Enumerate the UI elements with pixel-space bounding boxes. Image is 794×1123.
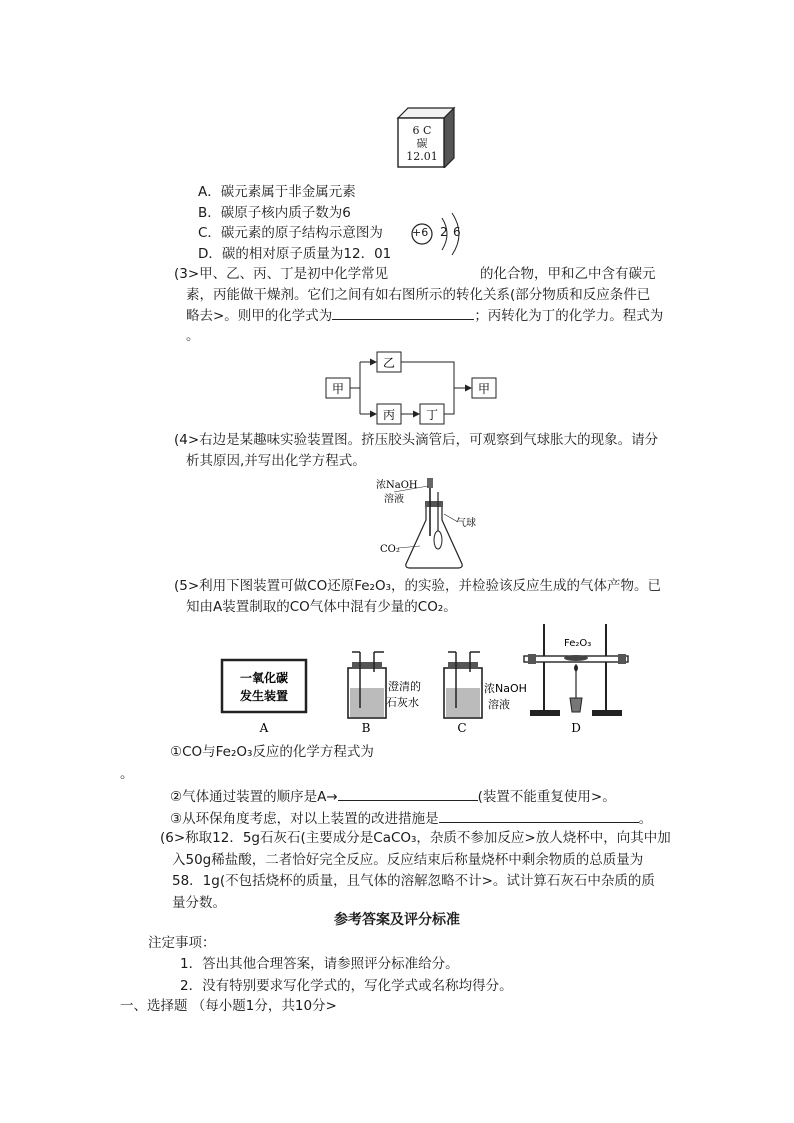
section-1-heading: 一、选择题 （每小题1分，共10分> <box>120 998 337 1014</box>
flask-naoh-label-1: 浓NaOH <box>376 480 418 491</box>
flow-node-jia-end: 甲 <box>477 382 491 396</box>
flask-co2-label: CO₂ <box>380 544 400 555</box>
note-1: 1．答出其他合理答案，请参照评分标准给分。 <box>180 956 459 972</box>
q5-line2: 知由A装置制取的CO气体中混有少量的CO₂。 <box>186 599 457 615</box>
option-a: A．碳元素属于非金属元素 <box>198 184 356 200</box>
q5-sub1: ①CO与Fe₂O₃反应的化学方程式为 <box>170 744 374 760</box>
q3-line3: 略去>。则甲的化学式为 ；丙转化为丁的化学力。程式为 <box>186 305 663 326</box>
flask-naoh-label-2: 溶液 <box>384 494 404 505</box>
apparatus-b-text-1: 澄清的 <box>388 680 421 693</box>
apparatus-a-text-1: 一氧化碳 <box>239 671 289 685</box>
answer-blank-order[interactable] <box>338 786 478 801</box>
q5-sub3: ③从环保角度考虑，对以上装置的改进措施是 。 <box>170 808 652 829</box>
apparatus-b-text-2: 石灰水 <box>386 696 419 709</box>
option-d: D．碳的相对原子质量为12．01 <box>198 246 392 262</box>
q5-sub1-end: 。 <box>120 766 134 782</box>
atom-shell-2: 6 <box>453 225 461 239</box>
q6-line4: 量分数。 <box>172 895 226 911</box>
q4-line2: 析其原因,并写出化学方程式。 <box>186 453 366 469</box>
q5-line1: (5>利用下图装置可做CO还原Fe₂O₃，的实验，并检验该反应生成的气体产物。已 <box>174 578 662 594</box>
notes-heading: 注定事项： <box>148 935 216 951</box>
flask-apparatus <box>370 474 490 574</box>
apparatus-label-c: C <box>457 721 467 735</box>
answer-blank-improve[interactable] <box>439 808 639 823</box>
apparatus-label-a: A <box>259 721 269 735</box>
flask-balloon-label: 气球 <box>456 518 476 529</box>
q3-line1a: (3>甲、乙、丙、丁是初中化学常见 <box>174 266 389 282</box>
option-c: C．碳元素的原子结构示意图为 <box>198 225 383 241</box>
q3-line4: 。 <box>186 328 200 344</box>
answer-blank-jia[interactable] <box>332 305 474 320</box>
atom-nucleus: +6 <box>412 226 429 239</box>
flow-node-bing: 丙 <box>382 408 396 422</box>
apparatus-label-b: B <box>361 721 371 735</box>
q3-line2: 素，丙能做干燥剂。它们之间有如右图所示的转化关系(部分物质和反应条件已 <box>186 287 651 303</box>
co-reduction-apparatus <box>214 620 644 738</box>
apparatus-c-text-2: 溶液 <box>488 698 510 711</box>
apparatus-a-text-2: 发生装置 <box>239 689 289 703</box>
apparatus-label-d: D <box>571 721 581 735</box>
flow-node-ding: 丁 <box>425 408 439 422</box>
apparatus-c-text-1: 浓NaOH <box>484 682 527 695</box>
answer-title: 参考答案及评分标准 <box>334 912 460 928</box>
flow-node-jia-start: 甲 <box>331 382 345 396</box>
q6-line1: (6>称取12．5g石灰石(主要成分是CaCO₃，杂质不参加反应>放人烧杯中，向其中加 <box>160 830 671 846</box>
q4-line1: (4>右边是某趣味实验装置图。挤压胶头滴管后，可观察到气球胀大的现象。请分 <box>174 432 659 448</box>
q6-line2: 入50g稀盐酸，二者恰好完全反应。反应结束后称量烧杯中剩余物质的总质量为 <box>172 852 644 868</box>
conversion-flow-diagram <box>322 350 502 428</box>
atom-shell-1: 2 <box>440 225 448 239</box>
option-b: B．碳原子核内质子数为6 <box>198 205 351 221</box>
q3-line1b: 的化合物，甲和乙中含有碳元 <box>480 266 656 282</box>
note-2: 2．没有特别要求写化学式的，写化学式或名称均得分。 <box>180 978 513 994</box>
q5-sub2: ②气体通过装置的顺序是A→ (装置不能重复使用>。 <box>170 786 616 807</box>
apparatus-d-text: Fe₂O₃ <box>564 638 592 649</box>
flow-node-yi: 乙 <box>382 356 396 370</box>
q6-line3: 58．1g(不包括烧杯的质量，且气体的溶解忽略不计>。试计算石灰石中杂质的质 <box>172 873 655 889</box>
element-tile-text: 6 C 碳 12.01 <box>406 124 438 163</box>
